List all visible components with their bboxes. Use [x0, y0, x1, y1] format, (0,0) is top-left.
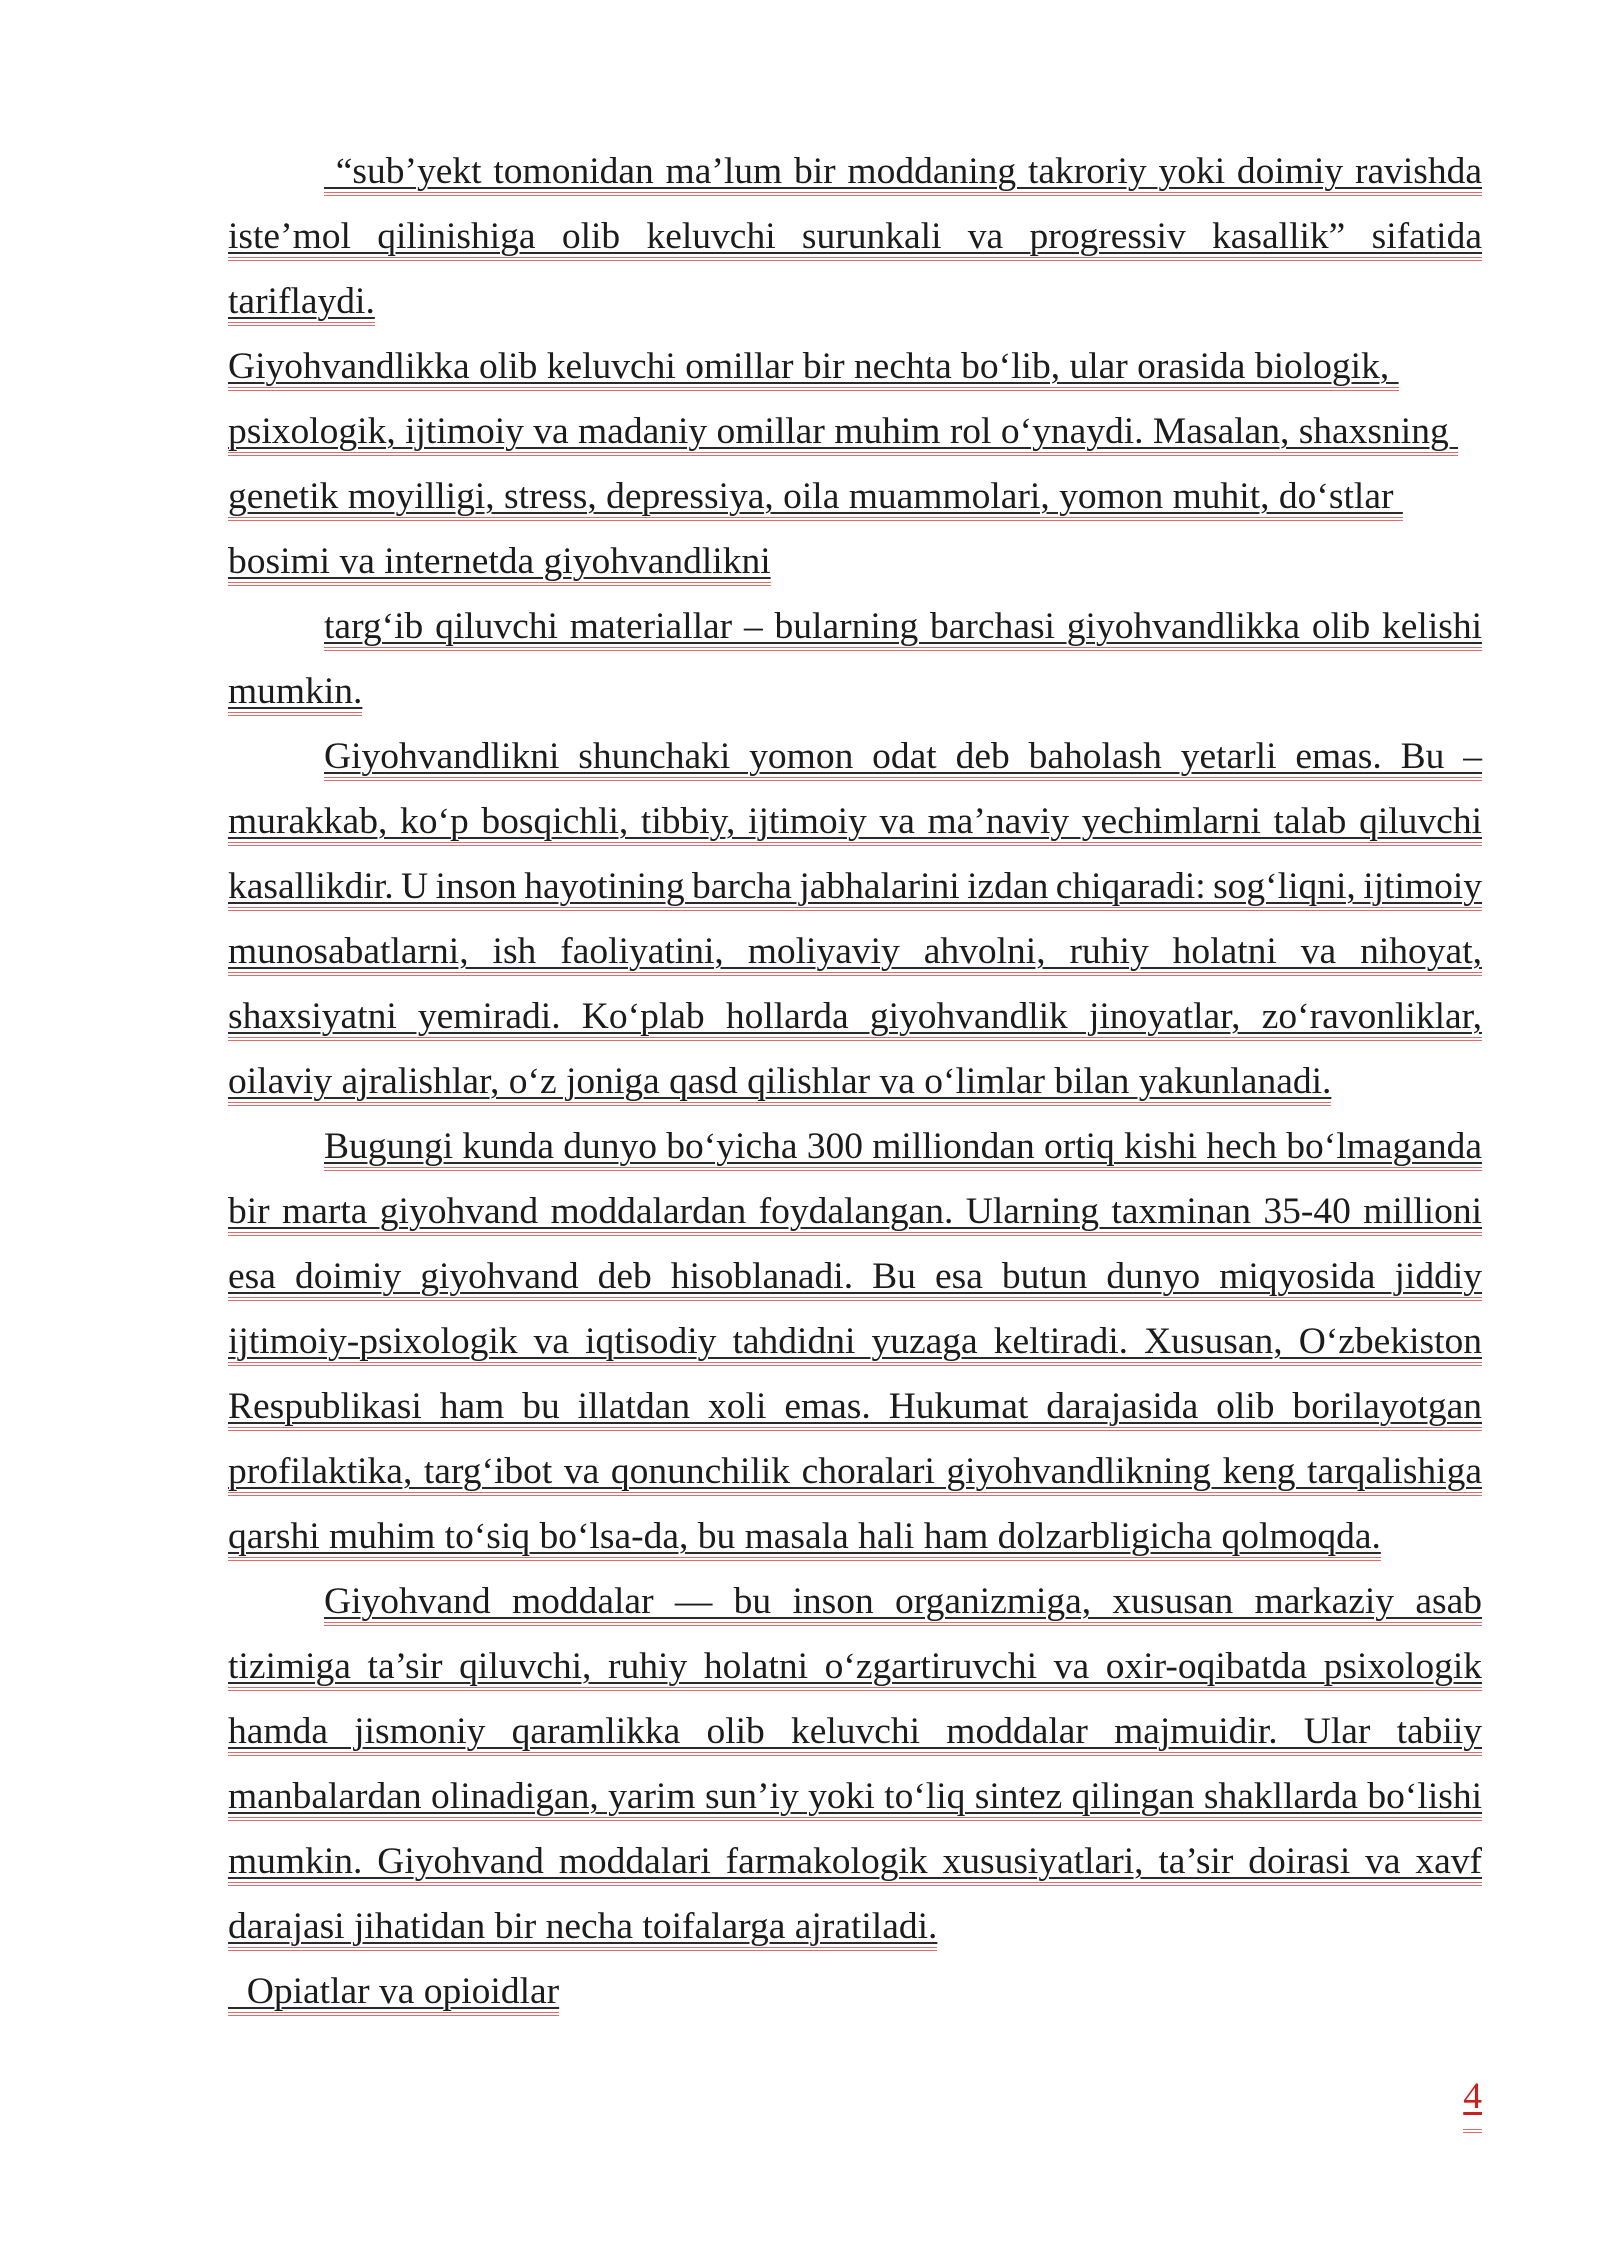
text-line [228, 1569, 1482, 1634]
text-line [228, 204, 1482, 269]
text-line [228, 1699, 1482, 1764]
text-line [228, 984, 1482, 1049]
text-line-content: Giyohvandlikni shunchaki yomon odat deb baholash yetarli emas. Bu – [324, 736, 1482, 781]
text-line-content: tariflaydi. [228, 281, 375, 326]
text-line-content: Opiatlar va opioidlar [228, 1971, 559, 2016]
text-line-content: munosabatlarni, ish faoliyatini, moliyaviy ahvolni, ruhiy holatni va nihoyat, [228, 931, 1482, 976]
paragraph [228, 334, 1482, 594]
text-line [228, 724, 1482, 789]
text-line-content: ijtimoiy-psixologik va iqtisodiy tahdidni yuzaga keltiradi. Xususan, O‘zbekiston [228, 1321, 1482, 1366]
text-line-content: tizimiga ta’sir qiluvchi, ruhiy holatni o‘zgartiruvchi va oxir-oqibatda psixologik [228, 1646, 1482, 1691]
paragraph [228, 594, 1482, 724]
text-line [228, 529, 1482, 594]
text-line [228, 464, 1482, 529]
text-line-content: darajasi jihatidan bir necha toifalarga ajratiladi. [228, 1906, 937, 1951]
text-line-content: murakkab, ko‘p bosqichli, tibbiy, ijtimoiy va ma’naviy yechimlarni talab qiluvchi [228, 801, 1482, 846]
text-line-content: Giyohvandlikka olib keluvchi omillar bir nechta bo‘lib, ular orasida biologik, [228, 346, 1399, 391]
text-line-content: genetik moyilligi, stress, depressiya, oila muammolari, yomon muhit, do‘stlar [228, 476, 1403, 521]
text-line [228, 1764, 1482, 1829]
text-line-content: mumkin. [228, 671, 362, 716]
text-line-content: iste’mol qilinishiga olib keluvchi surunkali va progressiv kasallik” sifatida [228, 216, 1482, 261]
text-line [228, 659, 1482, 724]
text-line-content: psixologik, ijtimoiy va madaniy omillar muhim rol o‘ynaydi. Masalan, shaxsning [228, 411, 1458, 456]
paragraph [228, 1569, 1482, 1959]
text-line-content: hamda jismoniy qaramlikka olib keluvchi moddalar majmuidir. Ular tabiiy [228, 1711, 1482, 1756]
text-line-content: qarshi muhim to‘siq bo‘lsa-da, bu masala hali ham dolzarbligicha qolmoqda. [228, 1516, 1381, 1561]
text-line [228, 1959, 1482, 2024]
text-line [228, 1829, 1482, 1894]
section-heading [228, 1959, 1482, 2024]
page-number: 4 [1463, 2064, 1482, 2133]
text-line-content: manbalardan olinadigan, yarim sun’iy yoki to‘liq sintez qilingan shakllarda bo‘lishi [228, 1776, 1482, 1821]
text-line [228, 1179, 1482, 1244]
paragraph [228, 724, 1482, 1114]
text-line [228, 269, 1482, 334]
text-line-content: bosimi va internetda giyohvandlikni [228, 541, 771, 586]
text-line [228, 789, 1482, 854]
text-line [228, 139, 1482, 204]
text-line [228, 1244, 1482, 1309]
text-line-content: shaxsiyatni yemiradi. Ko‘plab hollarda giyohvandlik jinoyatlar, zo‘ravonliklar, [228, 996, 1482, 1041]
text-line [228, 399, 1482, 464]
text-line-content: bir marta giyohvand moddalardan foydalangan. Ularning taxminan 35-40 millioni [228, 1191, 1482, 1236]
text-line [228, 1114, 1482, 1179]
text-line [228, 1634, 1482, 1699]
text-line-content: Respublikasi ham bu illatdan xoli emas. Hukumat darajasida olib borilayotgan [228, 1386, 1482, 1431]
text-line-content: profilaktika, targ‘ibot va qonunchilik choralari giyohvandlikning keng tarqalishiga [228, 1451, 1482, 1496]
text-line [228, 1439, 1482, 1504]
text-line-content: Giyohvand moddalar — bu inson organizmiga, xususan markaziy asab [324, 1581, 1482, 1626]
document-body [228, 139, 1482, 2024]
paragraph [228, 139, 1482, 334]
text-line [228, 1309, 1482, 1374]
text-line-content: “sub’yekt tomonidan ma’lum bir moddaning takroriy yoki doimiy ravishda [324, 151, 1482, 196]
text-line [228, 1894, 1482, 1959]
text-line-content: esa doimiy giyohvand deb hisoblanadi. Bu esa butun dunyo miqyosida jiddiy [228, 1256, 1482, 1301]
text-line [228, 919, 1482, 984]
text-line-content: targ‘ib qiluvchi materiallar – bularning barchasi giyohvandlikka olib kelishi [324, 606, 1482, 651]
text-line [228, 334, 1482, 399]
text-line-content: Bugungi kunda dunyo bo‘yicha 300 milliondan ortiq kishi hech bo‘lmaganda [324, 1126, 1482, 1171]
text-line [228, 1049, 1482, 1114]
text-line [228, 1504, 1482, 1569]
text-line-content: mumkin. Giyohvand moddalari farmakologik xususiyatlari, ta’sir doirasi va xavf [228, 1841, 1482, 1886]
text-line-content: oilaviy ajralishlar, o‘z joniga qasd qilishlar va o‘limlar bilan yakunlanadi. [228, 1061, 1331, 1106]
text-line [228, 1374, 1482, 1439]
text-line [228, 594, 1482, 659]
text-line [228, 854, 1482, 919]
text-line-content: kasallikdir. U inson hayotining barcha jabhalarini izdan chiqaradi: sog‘liqni, ijtimoiy [228, 866, 1482, 911]
paragraph [228, 1114, 1482, 1569]
